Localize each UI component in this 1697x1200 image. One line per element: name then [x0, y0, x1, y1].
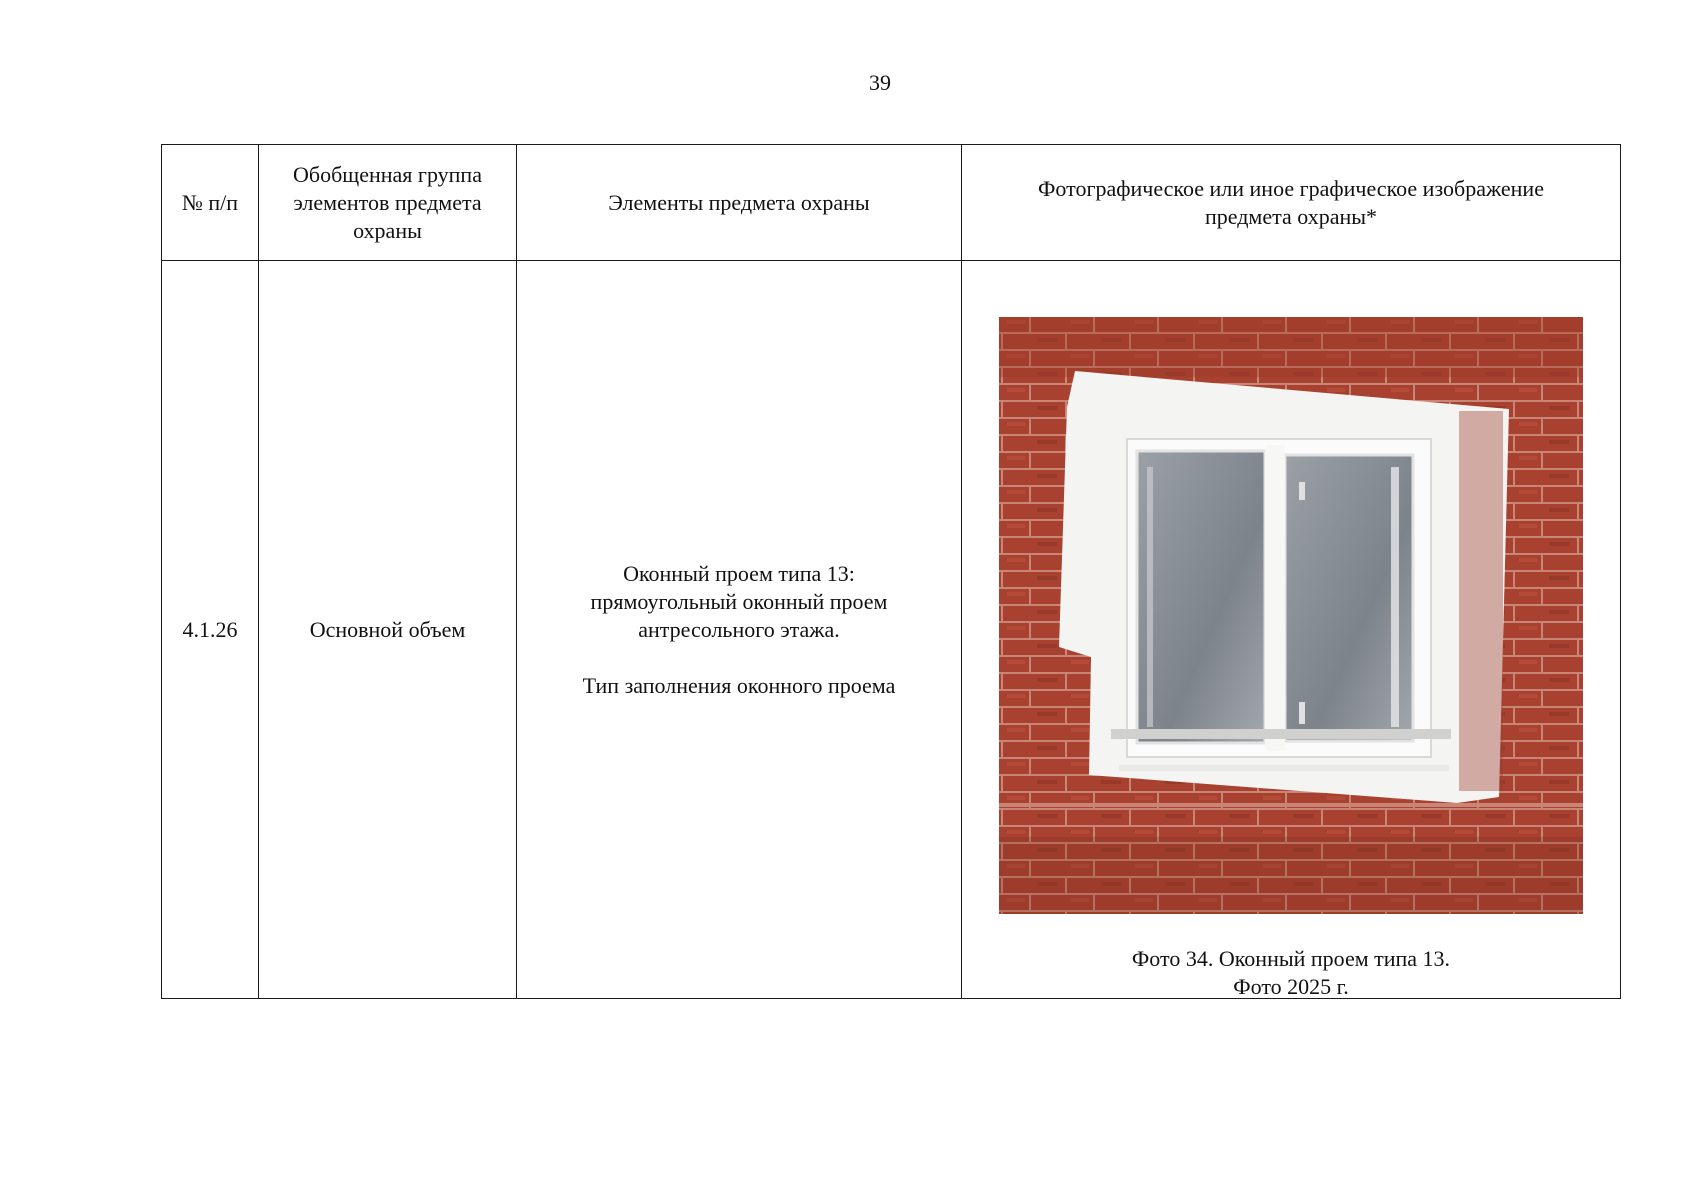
- header-image: Фотографическое или иное графическое изображение предмета охраны*: [962, 145, 1621, 261]
- row-num: 4.1.26: [162, 261, 259, 999]
- row-elements: Оконный проем типа 13: прямоугольный оконный проем антресольного этажа. Тип заполнения оконного проема: [517, 261, 962, 999]
- table-header-row: [162, 145, 1621, 261]
- header-num: № п/п: [162, 145, 259, 261]
- photo-caption: Фото 34. Оконный проем типа 13. Фото 2025 г.: [1131, 946, 1451, 999]
- row-group: Основной объем: [259, 261, 517, 999]
- header-elements: Элементы предмета охраны: [517, 145, 962, 261]
- row-photo-cell: [962, 261, 1621, 999]
- header-group: Обобщенная группа элементов предмета охраны: [259, 145, 517, 261]
- table-row: [162, 261, 1621, 999]
- window-photo: [999, 317, 1583, 914]
- heritage-elements-table: [161, 144, 1621, 999]
- page-number: 39: [869, 70, 891, 95]
